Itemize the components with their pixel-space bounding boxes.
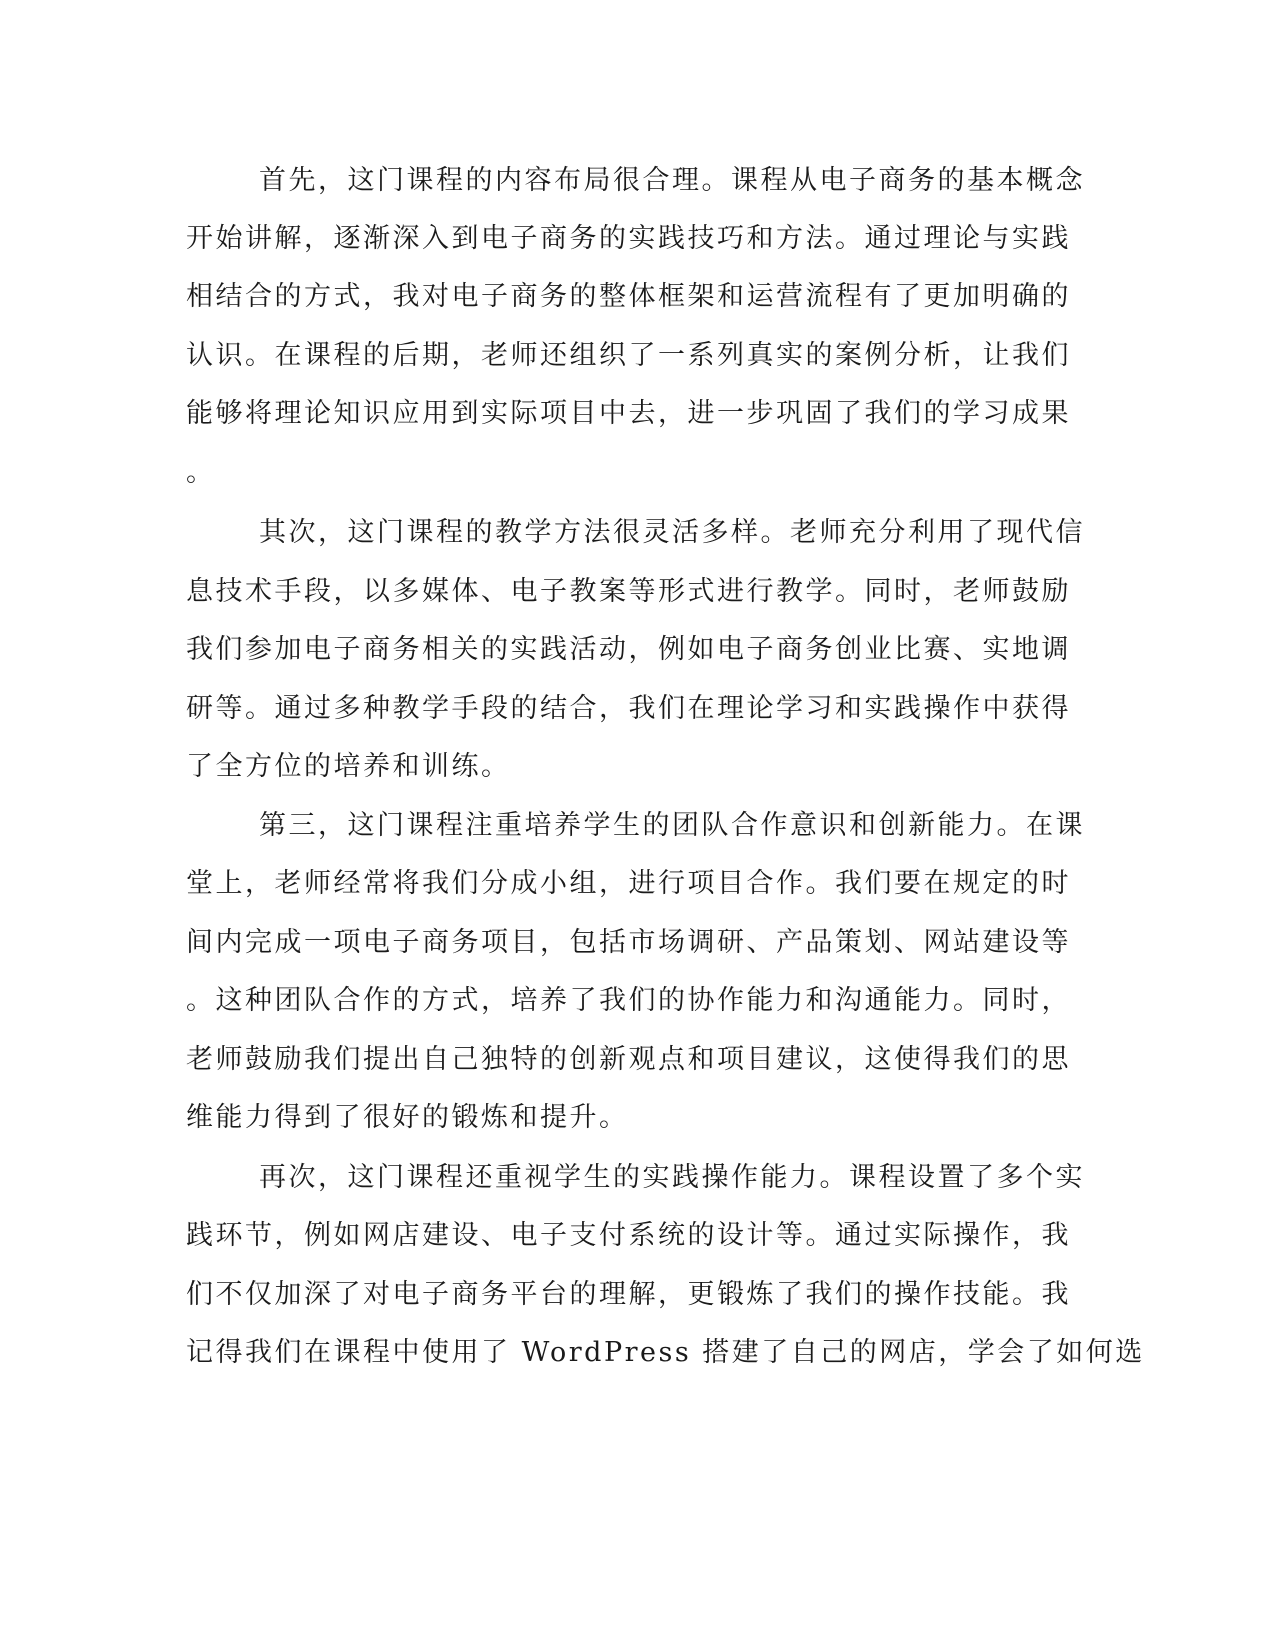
text-line: 维能力得到了很好的锻炼和提升。 xyxy=(186,1102,629,1133)
text-line: 再次，这门课程还重视学生的实践操作能力。课程设置了多个实 xyxy=(259,1162,1085,1193)
text-line: 开始讲解，逐渐深入到电子商务的实践技巧和方法。通过理论与实践 xyxy=(186,223,1071,254)
text-line: 们不仅加深了对电子商务平台的理解，更锻炼了我们的操作技能。我 xyxy=(186,1279,1071,1310)
text-line: 息技术手段，以多媒体、电子教案等形式进行教学。同时，老师鼓励 xyxy=(186,576,1071,607)
text-line: 。 xyxy=(186,457,216,488)
text-line: 践环节，例如网店建设、电子支付系统的设计等。通过实际操作，我 xyxy=(186,1220,1071,1251)
text-line: 。这种团队合作的方式，培养了我们的协作能力和沟通能力。同时， xyxy=(186,985,1071,1016)
text-line: 第三，这门课程注重培养学生的团队合作意识和创新能力。在课 xyxy=(259,810,1085,841)
text-line: 老师鼓励我们提出自己独特的创新观点和项目建议，这使得我们的思 xyxy=(186,1044,1071,1075)
text-line: 相结合的方式，我对电子商务的整体框架和运营流程有了更加明确的 xyxy=(186,281,1071,312)
text-line: 其次，这门课程的教学方法很灵活多样。老师充分利用了现代信 xyxy=(259,517,1085,548)
text-line: 了全方位的培养和训练。 xyxy=(186,751,511,782)
text-line: 研等。通过多种教学手段的结合，我们在理论学习和实践操作中获得 xyxy=(186,693,1071,724)
text-line: 首先，这门课程的内容布局很合理。课程从电子商务的基本概念 xyxy=(259,165,1085,196)
text-line: 能够将理论知识应用到实际项目中去，进一步巩固了我们的学习成果 xyxy=(186,398,1071,429)
text-line: 我们参加电子商务相关的实践活动，例如电子商务创业比赛、实地调 xyxy=(186,634,1071,665)
text-line: 认识。在课程的后期，老师还组织了一系列真实的案例分析，让我们 xyxy=(186,340,1071,371)
text-line: 堂上，老师经常将我们分成小组，进行项目合作。我们要在规定的时 xyxy=(186,868,1071,899)
text-line: 间内完成一项电子商务项目，包括市场调研、产品策划、网站建设等 xyxy=(186,927,1071,958)
text-line: 记得我们在课程中使用了 WordPress 搭建了自己的网店，学会了如何选 xyxy=(186,1337,1145,1368)
